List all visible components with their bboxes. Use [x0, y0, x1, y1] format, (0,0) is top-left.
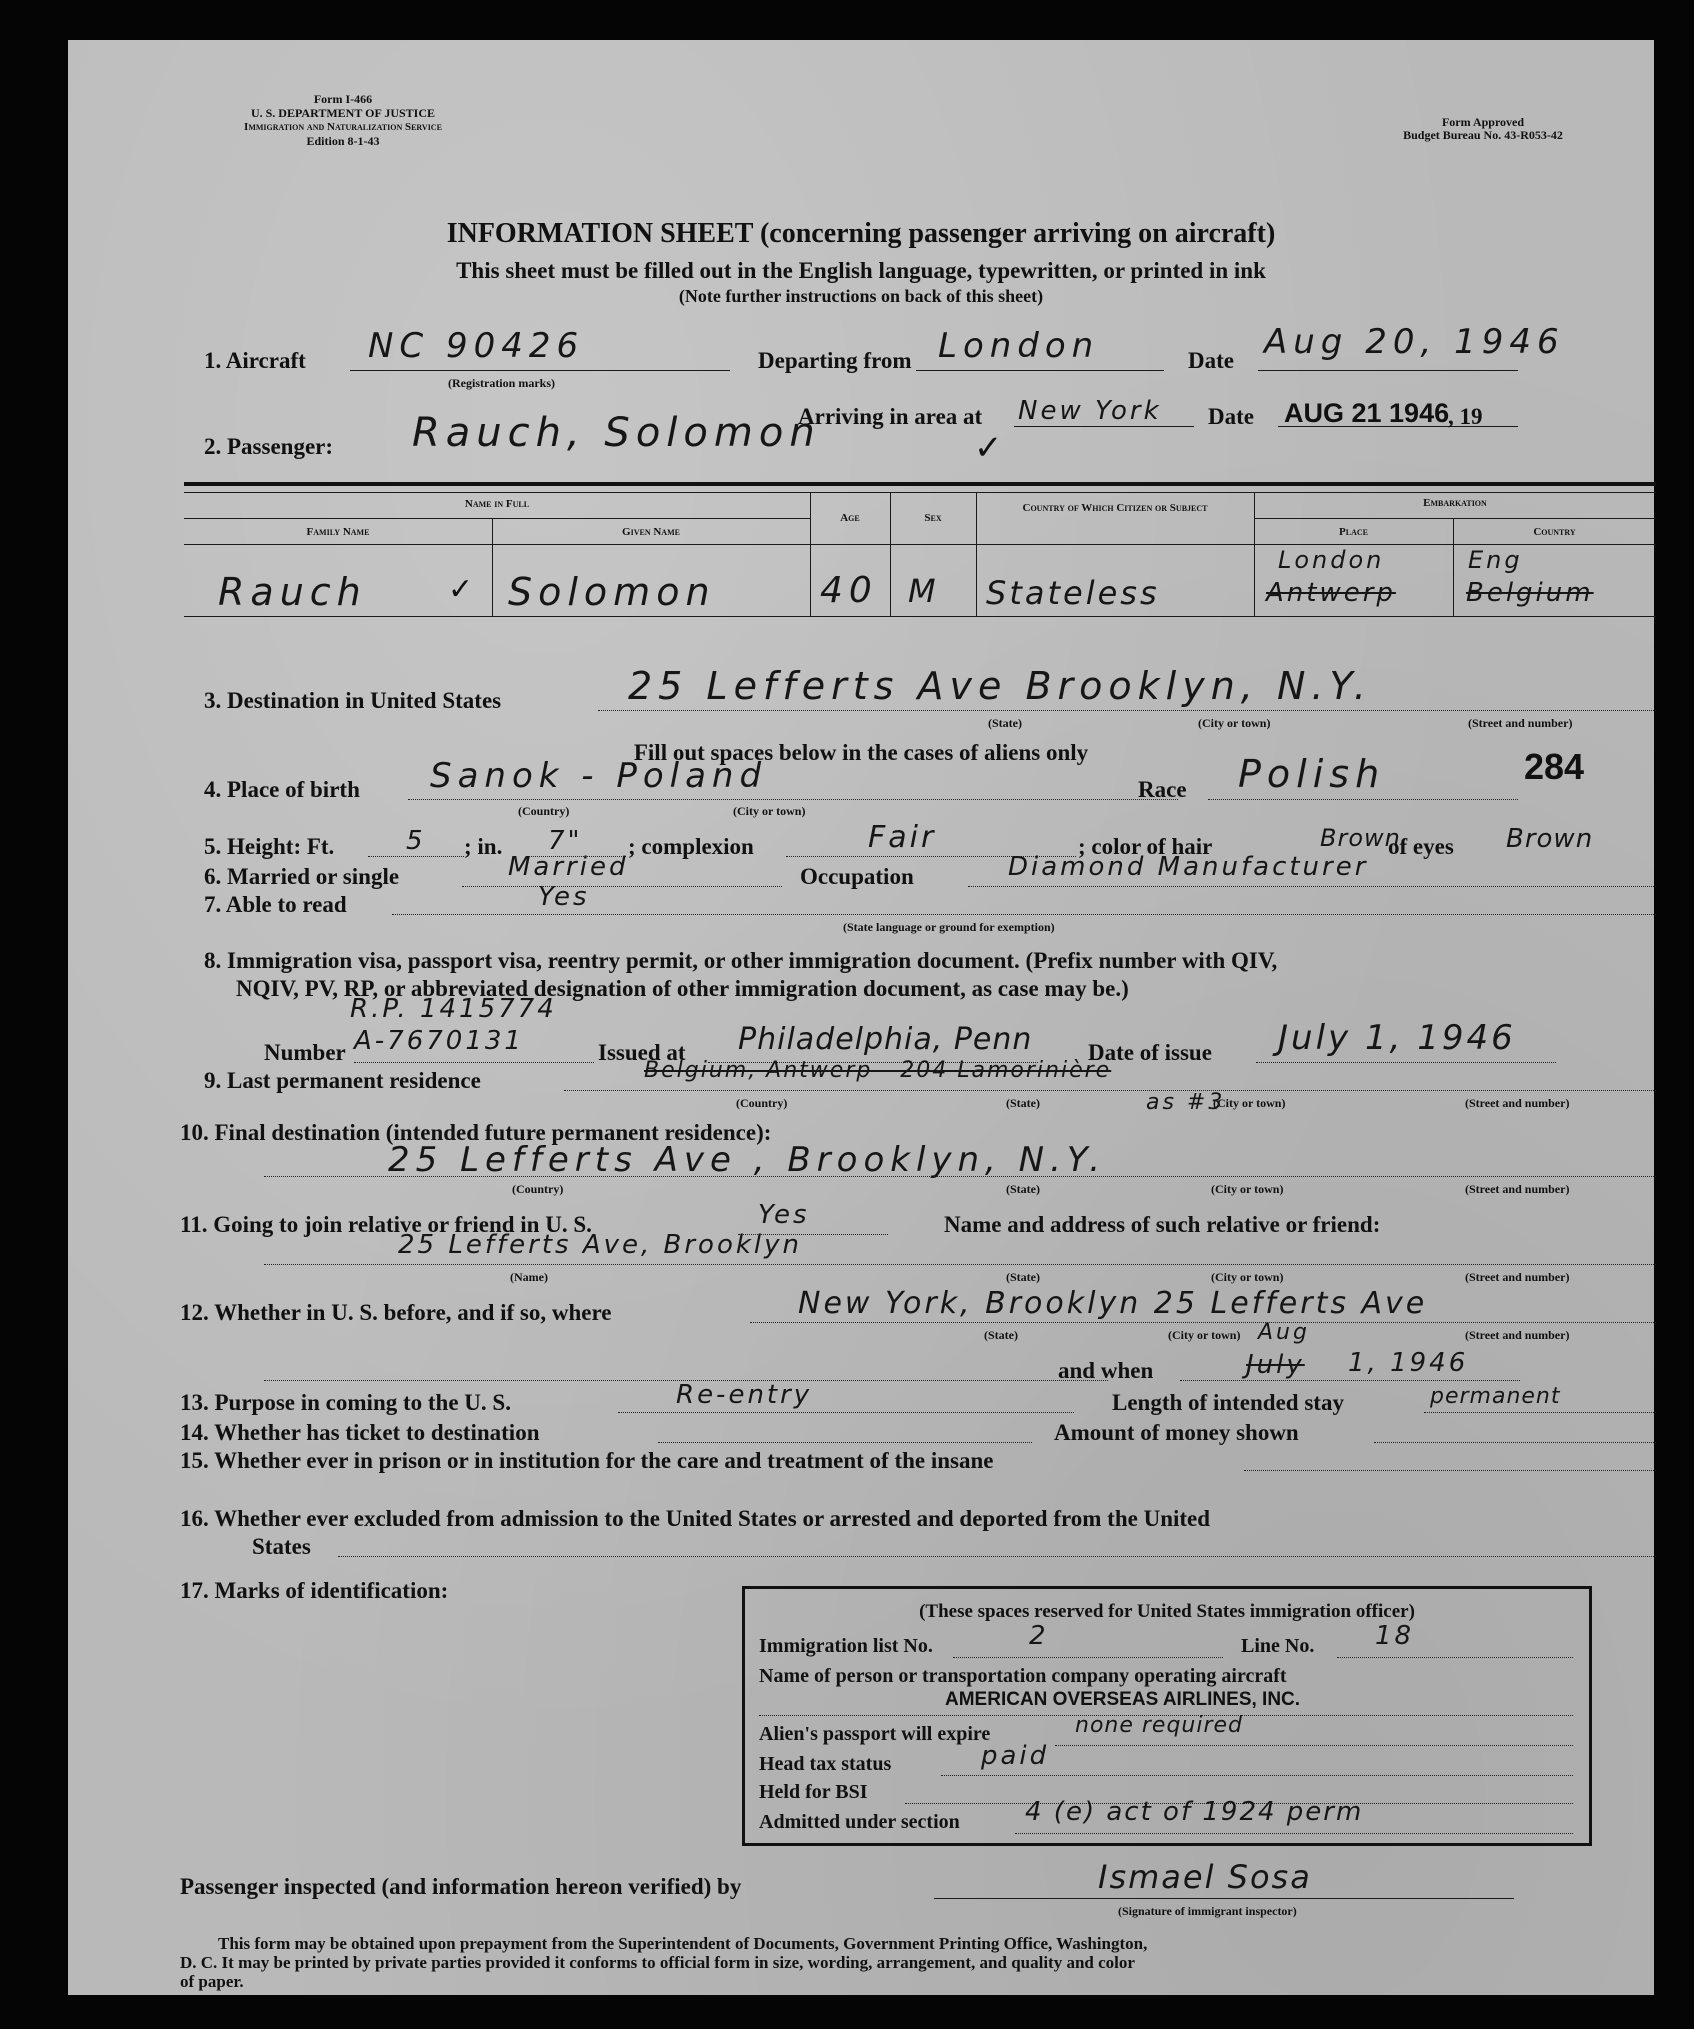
- admitted-line: [1015, 1833, 1573, 1834]
- tax-value: paid: [981, 1741, 1050, 1771]
- caption-name: (Name): [510, 1270, 548, 1284]
- when-label: and when: [1058, 1358, 1154, 1383]
- list-line: [953, 1657, 1223, 1658]
- line-no-line: [1337, 1657, 1573, 1658]
- excluded-label: 16. Whether ever excluded from admission to the United States or arrested and deported from the United: [180, 1506, 1211, 1531]
- aliens-only-heading: Fill out spaces below in the cases of aliens only: [633, 740, 1089, 765]
- money-label: Amount of money shown: [1054, 1420, 1299, 1445]
- fine-print-line-3: of paper.: [180, 1972, 244, 1991]
- before-label: 12. Whether in U. S. before, and if so, where: [180, 1300, 612, 1325]
- arriving-value: New York: [1018, 396, 1162, 426]
- married-value: Married: [508, 852, 629, 882]
- caption-street: (Street and number): [1468, 716, 1573, 730]
- form-header-right: [1353, 116, 1613, 142]
- purpose-label: 13. Purpose in coming to the U. S.: [180, 1390, 511, 1415]
- caption-state: (State): [1006, 1270, 1040, 1284]
- admitted-value: 4 (e) act of 1924 perm: [1025, 1797, 1364, 1827]
- ticket-line: [658, 1442, 1032, 1443]
- tax-line: [941, 1775, 1573, 1776]
- fine-print-line-1: This form may be obtained upon prepayment from the Superintendent of Documents, Government Printing Office, Washington,: [218, 1934, 1148, 1953]
- table-subrule: [1254, 518, 1656, 519]
- list-label: Immigration list No.: [759, 1635, 933, 1657]
- caption-city: (City or town): [1168, 1328, 1241, 1342]
- row-age: 40: [820, 570, 878, 611]
- caption-state: (State): [984, 1328, 1018, 1342]
- hair-value: Brown: [1320, 824, 1401, 852]
- purpose-value: Re-entry: [676, 1380, 813, 1410]
- caption-country: (Country): [518, 804, 570, 818]
- signature-line: [934, 1898, 1514, 1899]
- caption-country: (Country): [736, 1096, 788, 1110]
- prison-label: 15. Whether ever in prison or in institution for the care and treatment of the insane: [180, 1448, 994, 1473]
- marks-label: 17. Marks of identification:: [180, 1578, 449, 1603]
- officer-heading: (These spaces reserved for United States immigration officer): [919, 1601, 1415, 1622]
- caption-street: (Street and number): [1465, 1328, 1570, 1342]
- caption-city: (City or town): [1211, 1270, 1284, 1284]
- passenger-label: 2. Passenger:: [204, 434, 334, 459]
- list-value: 2: [1029, 1621, 1049, 1651]
- department: U. S. DEPARTMENT OF JUSTICE: [250, 106, 436, 120]
- operator-stamp: AMERICAN OVERSEAS AIRLINES, INC.: [945, 1689, 1301, 1710]
- join-value: Yes: [758, 1200, 810, 1230]
- visa-label: 8. Immigration visa, passport visa, reentry permit, or other immigration document. (Prefix number with QIV,: [204, 948, 1278, 973]
- table-divider: [810, 492, 811, 616]
- fine-print-line-2: D. C. It may be printed by private parties provided it conforms to official form in size, wording, arrangement, and quality and color: [180, 1953, 1135, 1972]
- last-residence-note: as #3: [1146, 1090, 1226, 1115]
- birth-line: [408, 799, 1178, 800]
- col-age: Age: [840, 512, 860, 524]
- height-ft: 5: [406, 826, 426, 856]
- stay-line: [1424, 1412, 1656, 1413]
- inspected-label: Passenger inspected (and information hereon verified) by: [180, 1874, 742, 1899]
- table-bottom-rule: [184, 616, 1656, 617]
- eyes-value: Brown: [1506, 824, 1594, 854]
- arriving-label: Arriving in area at: [798, 404, 983, 429]
- hair-label: ; color of hair: [1078, 834, 1213, 859]
- received-date-stamp: AUG 21 1946: [1284, 398, 1450, 428]
- date-issue-line: [1256, 1062, 1556, 1063]
- aircraft-value: NC 90426: [368, 326, 585, 366]
- col-sex: Sex: [924, 512, 942, 524]
- final-destination-label: 10. Final destination (intended future permanent residence):: [180, 1120, 772, 1145]
- number-value: A-7670131: [354, 1026, 524, 1056]
- row-citizen: Stateless: [986, 574, 1160, 612]
- stay-value: permanent: [1430, 1384, 1561, 1409]
- arriving-line: [1014, 426, 1194, 427]
- aircraft-line: [350, 370, 730, 371]
- signature-caption: (Signature of immigrant inspector): [1118, 1904, 1297, 1918]
- col-embarkation: Embarkation: [1423, 497, 1487, 509]
- form-sheet: [68, 40, 1654, 1995]
- caption-city: (City or town): [733, 804, 806, 818]
- in-label: ; in.: [464, 834, 503, 859]
- date-value: Aug 20, 1946: [1264, 322, 1565, 362]
- departing-value: London: [938, 326, 1100, 366]
- passport-label: Alien's passport will expire: [759, 1723, 991, 1745]
- row-place: London: [1278, 546, 1385, 574]
- row-country: Eng: [1468, 546, 1523, 574]
- race-line: [1208, 799, 1518, 800]
- row-family-name: Rauch: [218, 570, 367, 614]
- birth-value: Sanok - Poland: [430, 756, 768, 796]
- read-label: 7. Able to read: [204, 892, 347, 917]
- date-issue-label: Date of issue: [1088, 1040, 1212, 1065]
- caption-city: (City or town): [1211, 1182, 1284, 1196]
- date-issue-value: July 1, 1946: [1278, 1018, 1516, 1058]
- col-name-in-full: Name in Full: [464, 498, 530, 510]
- complexion-value: Fair: [868, 820, 937, 855]
- row-sex: M: [908, 572, 942, 610]
- last-residence-label: 9. Last permanent residence: [204, 1068, 481, 1093]
- registration-marks-caption: (Registration marks): [448, 376, 555, 390]
- tax-label: Head tax status: [759, 1753, 892, 1775]
- table-divider: [1254, 492, 1255, 616]
- row-place-struck: Antwerp: [1266, 578, 1396, 608]
- bsi-label: Held for BSI: [759, 1781, 868, 1803]
- ticket-label: 14. Whether has ticket to destination: [180, 1420, 540, 1445]
- number-line: [354, 1062, 594, 1063]
- date-line: [1258, 370, 1518, 371]
- operator-label: Name of person or transportation company operating aircraft: [759, 1665, 1287, 1687]
- table-top-rule: [184, 482, 1656, 486]
- caption-state: (State): [988, 716, 1022, 730]
- when-corrected: Aug: [1258, 1320, 1310, 1345]
- issued-value: Philadelphia, Penn: [738, 1022, 1033, 1057]
- table-top-rule2: [184, 492, 1656, 493]
- when-value: 1, 1946: [1348, 1348, 1469, 1378]
- join-name-label: Name and address of such relative or friend:: [944, 1212, 1381, 1237]
- read-line: [392, 914, 1656, 915]
- row-given-name: Solomon: [508, 570, 716, 614]
- inspector-signature: Ismael Sosa: [1098, 1858, 1312, 1896]
- join-label: 11. Going to join relative or friend in U. S.: [180, 1212, 592, 1237]
- issued-label: Issued at: [598, 1040, 686, 1065]
- form-approved: Form Approved: [1441, 115, 1525, 129]
- purpose-line: [618, 1412, 1074, 1413]
- departing-line: [916, 370, 1164, 371]
- married-label: 6. Married or single: [204, 864, 400, 889]
- read-value: Yes: [538, 882, 590, 912]
- destination-line: [598, 710, 1656, 711]
- when-line: [1180, 1380, 1520, 1381]
- complexion-label: ; complexion: [628, 834, 754, 859]
- passport-line: [1055, 1745, 1573, 1746]
- birth-label: 4. Place of birth: [204, 777, 360, 802]
- row-country-struck: Belgium: [1466, 578, 1594, 608]
- fine-print: [180, 1934, 1656, 1991]
- height-in: 7": [548, 826, 583, 856]
- prison-line: [1244, 1470, 1656, 1471]
- date2-suffix: , 19: [1448, 404, 1483, 429]
- table-divider: [890, 492, 891, 616]
- passenger-value: Rauch, Solomon: [412, 410, 821, 456]
- before-line: [750, 1322, 1656, 1323]
- line-no-value: 18: [1375, 1621, 1415, 1651]
- table-subrule: [184, 518, 810, 519]
- race-value: Polish: [1238, 752, 1386, 796]
- last-residence-line: [564, 1090, 1656, 1091]
- caption-street: (Street and number): [1465, 1096, 1570, 1110]
- form-title: INFORMATION SHEET (concerning passenger arriving on aircraft): [446, 218, 1276, 249]
- excluded-label-2: States: [252, 1534, 311, 1559]
- check-mark-icon: ✓: [448, 573, 474, 606]
- height-label: 5. Height: Ft.: [204, 834, 335, 859]
- join-address-value: 25 Lefferts Ave, Brooklyn: [398, 1230, 803, 1260]
- when-struck: July: [1246, 1350, 1305, 1380]
- excluded-line: [338, 1556, 1656, 1557]
- col-country: Country: [1533, 526, 1576, 538]
- join-address-line: [264, 1264, 1656, 1265]
- passport-value: none required: [1075, 1713, 1244, 1738]
- col-given-name: Given Name: [622, 526, 680, 538]
- caption-state: (State): [1006, 1096, 1040, 1110]
- table-header-rule: [184, 544, 1656, 545]
- aircraft-label: 1. Aircraft: [204, 348, 306, 373]
- eyes-label: of eyes: [1388, 834, 1454, 859]
- visa-rp: R.P. 1415774: [350, 994, 557, 1024]
- visa-label-2: NQIV, PV, RP, or abbreviated designation of other immigration document, as case may be.): [236, 976, 1129, 1001]
- admitted-label: Admitted under section: [759, 1811, 960, 1833]
- edition: Edition 8-1-43: [306, 134, 380, 148]
- caption-city: (City or town): [1213, 1096, 1286, 1110]
- line-no-label: Line No.: [1241, 1635, 1315, 1657]
- col-country-citizen: Country of Which Citizen or Subject: [1022, 502, 1208, 514]
- form-number: Form I-466: [313, 92, 373, 106]
- departing-label: Departing from: [758, 348, 912, 373]
- service-name: Immigration and Naturalization Service: [244, 121, 442, 133]
- form-subtitle: This sheet must be filled out in the English language, typewritten, or printed in ink: [456, 258, 1266, 283]
- destination-label: 3. Destination in United States: [204, 688, 502, 713]
- caption-city: (City or town): [1198, 716, 1271, 730]
- occupation-label: Occupation: [800, 864, 914, 889]
- height-ft-line: [368, 856, 464, 857]
- form-header-left: [178, 92, 508, 148]
- caption-state: (State): [1006, 1182, 1040, 1196]
- budget-bureau: Budget Bureau No. 43-R053-42: [1403, 128, 1563, 142]
- check-mark-icon: ✓: [974, 430, 1003, 467]
- col-family-name: Family Name: [306, 526, 370, 538]
- stamp-number: 284: [1524, 746, 1585, 787]
- occupation-line: [968, 886, 1656, 887]
- married-line: [462, 886, 782, 887]
- date-label: Date: [1188, 348, 1234, 373]
- officer-box: [742, 1586, 1592, 1846]
- caption-country: (Country): [512, 1182, 564, 1196]
- date2-label: Date: [1208, 404, 1254, 429]
- occupation-value: Diamond Manufacturer: [1008, 852, 1369, 882]
- form-note: (Note further instructions on back of this sheet): [678, 286, 1044, 306]
- last-residence-value: Belgium, Antwerp - 204 Lamorinière: [644, 1058, 1112, 1083]
- number-label: Number: [264, 1040, 346, 1065]
- destination-value: 25 Lefferts Ave Brooklyn, N.Y.: [628, 664, 1372, 708]
- money-line: [1374, 1442, 1656, 1443]
- caption-street: (Street and number): [1465, 1270, 1570, 1284]
- read-note: (State language or ground for exemption): [843, 920, 1055, 934]
- final-destination-value: 25 Lefferts Ave , Brooklyn, N.Y.: [388, 1140, 1107, 1180]
- race-label: Race: [1138, 777, 1187, 802]
- caption-street: (Street and number): [1465, 1182, 1570, 1196]
- before-value: New York, Brooklyn 25 Lefferts Ave: [798, 1286, 1428, 1321]
- stay-label: Length of intended stay: [1112, 1390, 1344, 1415]
- col-place: Place: [1339, 526, 1368, 538]
